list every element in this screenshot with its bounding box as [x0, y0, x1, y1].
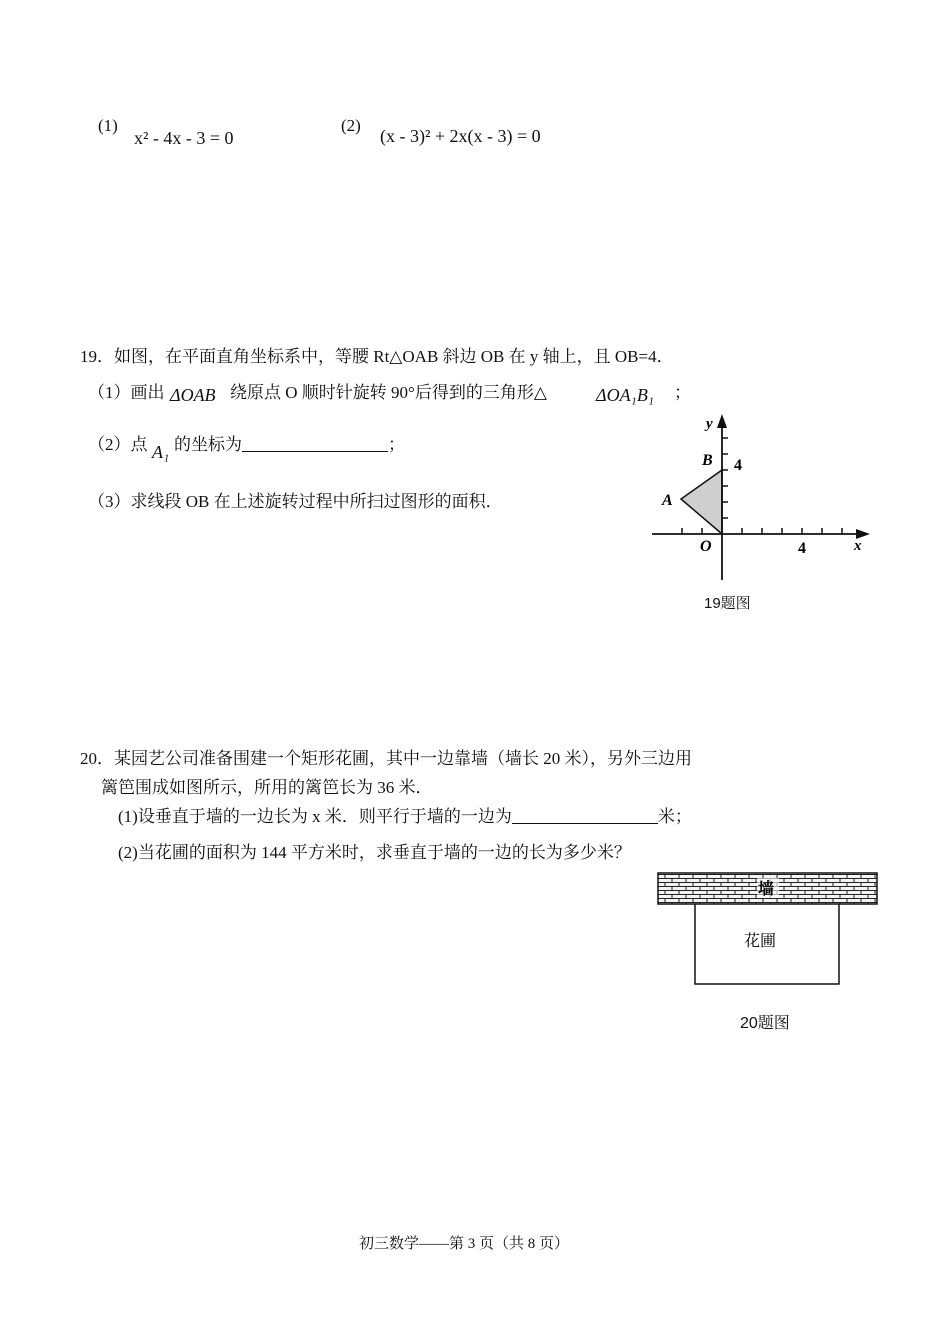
x-axis-ticks [682, 528, 842, 534]
origin-label: O [700, 538, 712, 555]
q19-stem: 19．如图，在平面直角坐标系中，等腰 Rt△OAB 斜边 OB 在 y 轴上，且 OB=4． [80, 347, 674, 366]
q19-part1-triangle: ΔOAB [170, 385, 216, 405]
q20-stem-line2: 篱笆围成如图所示，所用的篱笆长为 36 米． [101, 778, 433, 797]
q18-part2-number: (2) [341, 116, 361, 135]
triangle-oab [681, 470, 722, 534]
q19-part3: （3）求线段 OB 在上述旋转过程中所扫过图形的面积． [88, 492, 503, 511]
answer-blank[interactable] [512, 806, 658, 824]
q19-part1-lead: （1）画出 [88, 383, 165, 402]
q19-part1-triangle2: ΔOA₁B₁ [596, 385, 655, 405]
q19-part1-text: 绕原点 O 顺时针旋转 90°后得到的三角形△ [230, 383, 547, 402]
y-tick-label: 4 [734, 457, 742, 474]
answer-blank[interactable] [242, 434, 388, 452]
point-b-label: B [702, 452, 713, 469]
q20-part1: (1)设垂直于墙的一边长为 x 米．则平行于墙的一边为 米； [118, 807, 692, 826]
q20-garden-figure [655, 870, 880, 990]
q19-coordinate-figure [640, 408, 880, 583]
page-footer: 初三数学——第 3 页（共 8 页） [359, 1236, 570, 1252]
x-tick-label: 4 [798, 540, 806, 557]
q18-part1-equation: x² - 4x - 3 = 0 [134, 128, 234, 148]
q19-part2-text: 的坐标为 ； [174, 435, 405, 454]
y-axis-arrow [717, 414, 727, 428]
q20-figure-caption: 20题图 [740, 1015, 790, 1032]
wall-label: 墙 [758, 879, 775, 898]
x-axis-label: x [854, 538, 862, 554]
y-axis-ticks [722, 438, 728, 518]
q18-part1-number: (1) [98, 116, 118, 135]
q19-figure-caption: 19题图 [704, 595, 751, 612]
y-axis-label: y [706, 416, 713, 432]
q19-part2-lead: （2）点 [88, 435, 148, 454]
garden-label: 花圃 [744, 931, 777, 950]
q19-part1-end: ； [674, 383, 691, 402]
point-a-label: A [662, 492, 673, 509]
q19-part2-point: A₁ [152, 442, 170, 462]
q18-part2-equation: (x - 3)² + 2x(x - 3) = 0 [380, 126, 541, 146]
q20-part2: (2)当花圃的面积为 144 平方米时，求垂直于墙的一边的长为多少米？ [118, 843, 631, 862]
q20-stem-line1: 20．某园艺公司准备围建一个矩形花圃，其中一边靠墙（墙长 20 米），另外三边用 [80, 749, 692, 768]
